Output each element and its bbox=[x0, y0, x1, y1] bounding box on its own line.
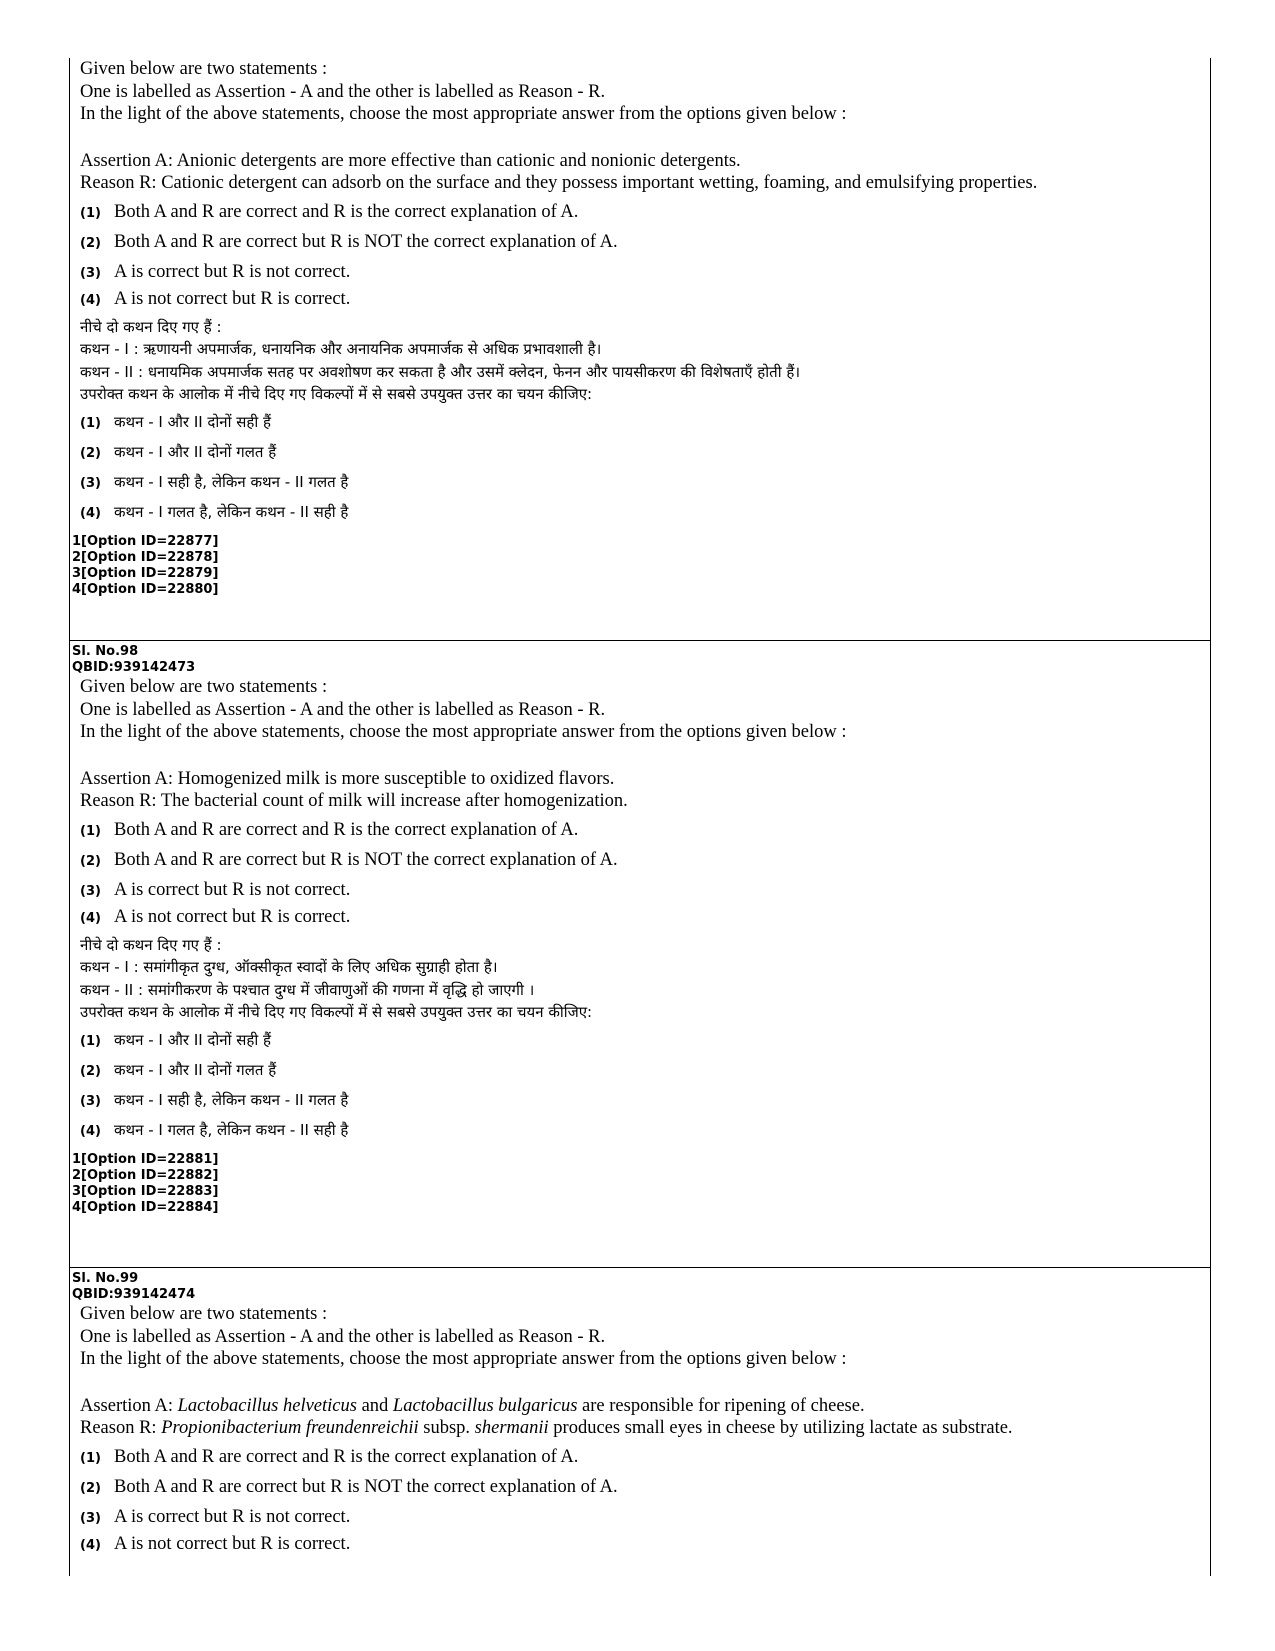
hindi-line: नीचे दो कथन दिए गए हैं : bbox=[80, 935, 222, 954]
assertion-tail: are responsible for ripening of cheese. bbox=[577, 1395, 865, 1416]
option-text: Both A and R are correct and R is the correct explanation of A. bbox=[114, 819, 579, 840]
hindi-option-row bbox=[80, 502, 1210, 532]
assertion-connector: and bbox=[356, 1395, 393, 1416]
option-row bbox=[80, 820, 1210, 850]
option-id: 4[Option ID=22880] bbox=[72, 581, 219, 597]
hindi-option-row bbox=[80, 472, 1210, 502]
option-id: 3[Option ID=22879] bbox=[72, 565, 219, 581]
option-row bbox=[80, 1447, 1210, 1477]
hindi-line: कथन - II : धनायमिक अपमार्जक सतह पर अवशोषण कर सकता है और उसमें क्लेदन, फेनन और पायसीकरण की विशेषताएँ होती हैं। bbox=[80, 362, 801, 381]
option-number: (4) bbox=[80, 505, 101, 521]
option-text: कथन - I और II दोनों सही हैं bbox=[114, 1030, 271, 1049]
intro-line: One is labelled as Assertion - A and the other is labelled as Reason - R. bbox=[80, 1326, 606, 1347]
option-number: (2) bbox=[80, 235, 101, 251]
option-number: (2) bbox=[80, 445, 101, 461]
option-number: (4) bbox=[80, 1123, 101, 1139]
option-row bbox=[80, 880, 1210, 907]
option-number: (1) bbox=[80, 823, 101, 839]
qbid: QBID:939142474 bbox=[72, 1287, 196, 1302]
option-row bbox=[80, 262, 1210, 289]
option-row bbox=[80, 232, 1210, 262]
reason-label: Reason R: bbox=[80, 1418, 162, 1438]
intro-line: In the light of the above statements, choose the most appropriate answer from the options given below : bbox=[80, 1349, 847, 1369]
option-text: कथन - I और II दोनों गलत हैं bbox=[114, 442, 277, 461]
option-number: (3) bbox=[80, 475, 101, 491]
option-text: A is not correct but R is correct. bbox=[114, 1533, 351, 1554]
hindi-option-row bbox=[80, 1120, 1210, 1150]
option-text: Both A and R are correct but R is NOT the correct explanation of A. bbox=[114, 849, 618, 870]
hindi-option-row bbox=[80, 1030, 1210, 1060]
question-paper bbox=[69, 58, 1211, 1576]
option-number: (4) bbox=[80, 1537, 101, 1553]
option-number: (4) bbox=[80, 910, 101, 926]
option-text: कथन - I सही है, लेकिन कथन - II गलत है bbox=[114, 472, 349, 491]
reason-connector: subsp. bbox=[418, 1418, 475, 1438]
intro-line: In the light of the above statements, choose the most appropriate answer from the options given below : bbox=[80, 722, 847, 742]
question-block-99 bbox=[70, 1267, 1210, 1577]
option-id: 1[Option ID=22877] bbox=[72, 533, 219, 549]
option-row bbox=[80, 289, 1210, 316]
assertion-text bbox=[80, 1395, 1210, 1418]
option-number: (1) bbox=[80, 205, 101, 221]
option-text: A is not correct but R is correct. bbox=[114, 288, 351, 309]
option-row bbox=[80, 1507, 1210, 1534]
option-text: A is not correct but R is correct. bbox=[114, 906, 351, 927]
option-number: (2) bbox=[80, 853, 101, 869]
hindi-line: नीचे दो कथन दिए गए हैं : bbox=[80, 317, 222, 336]
option-number: (3) bbox=[80, 1510, 101, 1526]
option-id: 4[Option ID=22884] bbox=[72, 1199, 219, 1215]
option-row bbox=[80, 907, 1210, 934]
option-text: कथन - I गलत है, लेकिन कथन - II सही है bbox=[114, 502, 349, 521]
option-text: Both A and R are correct and R is the correct explanation of A. bbox=[114, 201, 579, 222]
hindi-line: उपरोक्त कथन के आलोक में नीचे दिए गए विकल्पों में से सबसे उपयुक्त उत्तर का चयन कीजिए: bbox=[80, 1003, 593, 1021]
option-text: Both A and R are correct and R is the correct explanation of A. bbox=[114, 1446, 579, 1467]
intro-line: Given below are two statements : bbox=[80, 1304, 328, 1324]
species-name: Lactobacillus helveticus bbox=[177, 1395, 357, 1416]
option-number: (3) bbox=[80, 265, 101, 281]
option-row bbox=[80, 1534, 1210, 1561]
option-number: (1) bbox=[80, 1033, 101, 1049]
qbid: QBID:939142473 bbox=[72, 660, 196, 675]
option-number: (3) bbox=[80, 883, 101, 899]
hindi-option-row bbox=[80, 412, 1210, 442]
hindi-line: कथन - I : ऋणायनी अपमार्जक, धनायनिक और अनायनिक अपमार्जक से अधिक प्रभावशाली है। bbox=[80, 340, 602, 358]
option-number: (1) bbox=[80, 1450, 101, 1466]
intro-line: Given below are two statements : bbox=[80, 677, 328, 697]
option-number: (2) bbox=[80, 1063, 101, 1079]
option-text: कथन - I सही है, लेकिन कथन - II गलत है bbox=[114, 1090, 349, 1109]
option-text: कथन - I गलत है, लेकिन कथन - II सही है bbox=[114, 1120, 349, 1139]
option-text: A is correct but R is not correct. bbox=[114, 261, 351, 282]
option-number: (4) bbox=[80, 292, 101, 308]
species-name: Lactobacillus bulgaricus bbox=[392, 1395, 578, 1416]
hindi-line: कथन - I : समांगीकृत दुग्ध, ऑक्सीकृत स्वादों के लिए अधिक सुग्राही होता है। bbox=[80, 958, 498, 976]
option-id: 2[Option ID=22882] bbox=[72, 1167, 219, 1183]
serial-number: Sl. No.98 bbox=[72, 644, 139, 659]
option-text: कथन - I और II दोनों सही हैं bbox=[114, 412, 271, 431]
hindi-option-row bbox=[80, 442, 1210, 472]
option-number: (2) bbox=[80, 1480, 101, 1496]
serial-number: Sl. No.99 bbox=[72, 1271, 139, 1286]
option-text: कथन - I और II दोनों गलत हैं bbox=[114, 1060, 277, 1079]
assertion-text: Assertion A: Anionic detergents are more effective than cationic and nonionic detergents. bbox=[80, 150, 741, 171]
intro-line: One is labelled as Assertion - A and the other is labelled as Reason - R. bbox=[80, 81, 606, 102]
intro-line: Given below are two statements : bbox=[80, 59, 328, 79]
option-text: A is correct but R is not correct. bbox=[114, 1506, 351, 1527]
species-name: shermanii bbox=[474, 1418, 549, 1438]
option-number: (1) bbox=[80, 415, 101, 431]
option-text: Both A and R are correct but R is NOT the correct explanation of A. bbox=[114, 231, 618, 252]
reason-tail: produces small eyes in cheese by utilizing lactate as substrate. bbox=[548, 1418, 1013, 1438]
option-row bbox=[80, 202, 1210, 232]
assertion-text: Assertion A: Homogenized milk is more susceptible to oxidized flavors. bbox=[80, 768, 615, 789]
option-id: 2[Option ID=22878] bbox=[72, 549, 219, 565]
reason-text: Reason R: Cationic detergent can adsorb on the surface and they possess important wetting, foaming, and emulsifying properties. bbox=[80, 173, 1038, 193]
option-text: A is correct but R is not correct. bbox=[114, 879, 351, 900]
intro-line: In the light of the above statements, choose the most appropriate answer from the options given below : bbox=[80, 104, 847, 124]
hindi-line: उपरोक्त कथन के आलोक में नीचे दिए गए विकल्पों में से सबसे उपयुक्त उत्तर का चयन कीजिए: bbox=[80, 385, 593, 403]
reason-text: Reason R: The bacterial count of milk will increase after homogenization. bbox=[80, 791, 628, 811]
reason-text bbox=[80, 1417, 1210, 1440]
question-block-98 bbox=[70, 640, 1210, 1268]
assertion-label: Assertion A: bbox=[80, 1395, 178, 1416]
option-row bbox=[80, 1477, 1210, 1507]
hindi-line: कथन - II : समांगीकरण के पश्चात दुग्ध में जीवाणुओं की गणना में वृद्धि हो जाएगी । bbox=[80, 980, 535, 999]
question-block-97 bbox=[70, 58, 1210, 640]
option-id: 1[Option ID=22881] bbox=[72, 1151, 219, 1167]
option-row bbox=[80, 850, 1210, 880]
option-text: Both A and R are correct but R is NOT the correct explanation of A. bbox=[114, 1476, 618, 1497]
option-id: 3[Option ID=22883] bbox=[72, 1183, 219, 1199]
species-name: Propionibacterium freundenreichii bbox=[161, 1418, 419, 1438]
hindi-option-row bbox=[80, 1090, 1210, 1120]
hindi-option-row bbox=[80, 1060, 1210, 1090]
intro-line: One is labelled as Assertion - A and the other is labelled as Reason - R. bbox=[80, 699, 606, 720]
option-number: (3) bbox=[80, 1093, 101, 1109]
